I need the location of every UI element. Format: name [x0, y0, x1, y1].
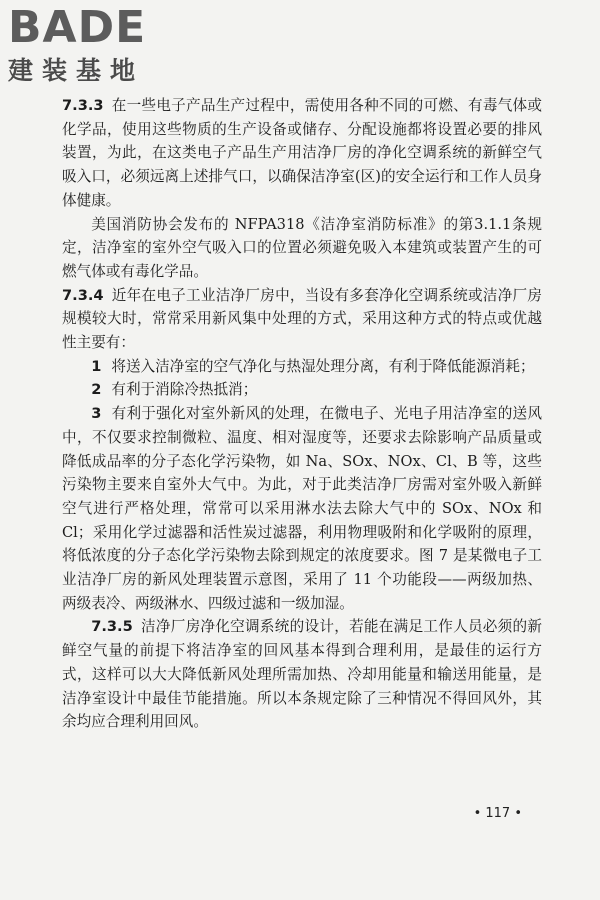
clause-text: 在一些电子产品生产过程中，需使用各种不同的可燃、有毒气体或化学品，使用这些物质的生产设备或储存、分配设施都将设置必要的排风装置，为此，在这类电子产品生产用洁净厂房的净化空调系统的新鲜空气吸入口，必须远离上述排气口，以确保洁净室(区)的安全运行和工作人员身体健康。: [62, 97, 542, 209]
clause-7-3-3: [62, 94, 542, 213]
clause-7-3-3-note: 美国消防协会发布的 NFPA318《洁净室消防标准》的第3.1.1条规定，洁净室的室外空气吸入口的位置必须避免吸入本建筑或装置产生的可燃气体或有毒化学品。: [62, 215, 542, 280]
list-item: [62, 378, 542, 402]
bade-logo: [8, 4, 178, 90]
item-text: 有利于消除冷热抵消；: [111, 381, 258, 399]
document-body: [62, 94, 542, 734]
clause-text: 近年在电子工业洁净厂房中，当设有多套净化空调系统或洁净厂房规模较大时，常常采用新风集中处理的方式，采用这种方式的特点或优越性主要有：: [62, 286, 542, 352]
logo-mark: BADE: [8, 2, 147, 53]
item-text: 将送入洁净室的空气净化与热湿处理分离，有利于降低能源消耗；: [111, 357, 535, 375]
item-number: 1: [91, 357, 102, 375]
item-number: 3: [91, 405, 102, 423]
item-number: 2: [91, 381, 102, 399]
clause-number: 7.3.3: [62, 97, 104, 114]
clause-number: 7.3.5: [91, 618, 133, 636]
clause-text: 洁净厂房净化空调系统的设计，若能在满足工作人员必须的新鲜空气量的前提下将洁净室的回风基本得到合理利用，是最佳的运行方式，这样可以大大降低新风处理所需加热、冷却用能量和输送用能量，是洁净室设计中最佳节能措施。所以本条规定除了三种情况不得回风外，其余均应合理利用回风。: [62, 618, 542, 731]
logo-subtitle: 建装基地: [8, 56, 145, 85]
clause-7-3-5: [62, 615, 542, 734]
clause-7-3-4: [62, 284, 542, 355]
item-text: 有利于强化对室外新风的处理，在微电子、光电子用洁净室的送风中，不仅要求控制微粒、温度、相对湿度等，还要求去除影响产品质量或降低成品率的分子态化学污染物，如 Na、SOx、NOx、Cl、B 等，这些污染物主要来自室外大气中。为此，对于此类洁净厂房需对室外吸入新鲜空气进行严格处理，常常可以采用淋水法去除大气中的 SOx、NOx 和 Cl；采用化学过滤器和活性炭过滤器，利用物理吸附和化学吸附的原理，将低浓度的分子态化学污染物去除到规定的浓度要求。图 7 是某微电子工业洁净厂房的新风处理装置示意图，采用了 11 个功能段——两级加热、两级表冷、两级淋水、四级过滤和一级加湿。: [62, 405, 542, 612]
clause-number: 7.3.4: [62, 286, 104, 304]
page-number: • 117 •: [473, 806, 522, 821]
list-item: [62, 402, 542, 615]
list-item: [62, 355, 542, 379]
